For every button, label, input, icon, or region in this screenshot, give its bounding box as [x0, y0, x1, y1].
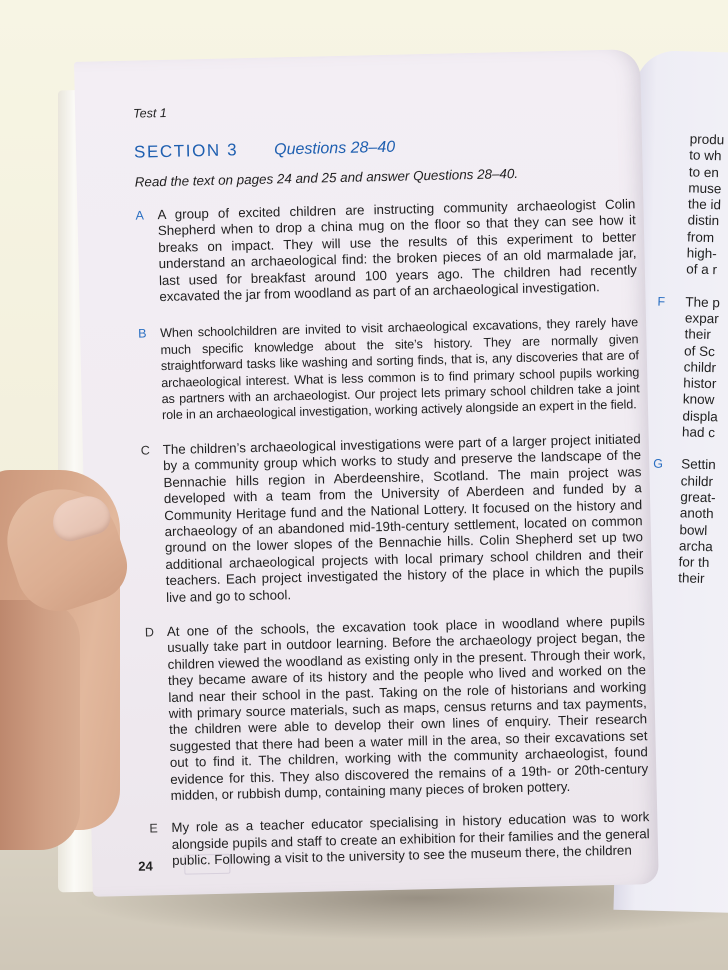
text-line: archa [678, 538, 714, 555]
paragraph-b [138, 315, 640, 425]
section-questions-range: Questions 28–40 [273, 138, 396, 159]
paragraph-letter: A [135, 208, 145, 223]
text-line: great- [680, 489, 716, 506]
text-line: displa [682, 408, 718, 425]
text-line: the id [687, 196, 722, 213]
paragraph-letter: G [652, 456, 664, 472]
paragraph-text: A group of excited children are instructing community archaeologist Colin Shepherd when to drop a china mug on the floor so that they can see how it breaks on impact. They will use the results of this experiment to better understand an archaeological find: the broken pieces of an old marmalade jar, last used for breakfast around 100 years ago. The children had recently excavated the jar from woodland as part of an archaeological investigation. [157, 196, 638, 305]
text-line: childr [680, 472, 714, 489]
show-through-mark [184, 854, 230, 875]
text-line: their [677, 570, 705, 587]
text-line: high- [686, 245, 717, 262]
paragraph-letter: D [144, 625, 155, 640]
text-line: to en [688, 164, 720, 180]
text-line: produ [689, 131, 725, 148]
text-line: muse [688, 180, 722, 197]
page-number: 24 [138, 858, 153, 874]
facing-paragraph-f [648, 293, 728, 445]
text-line: their [684, 326, 712, 343]
text-line: for th [678, 554, 710, 571]
page-content [133, 95, 651, 884]
text-line: had c [681, 424, 716, 441]
section-heading [134, 131, 634, 162]
text-line: childr [683, 359, 717, 376]
section-label: SECTION 3 [133, 140, 239, 162]
paragraph-a [135, 196, 637, 306]
facing-paragraph-g [644, 456, 728, 592]
paragraph-letter: C [140, 443, 151, 458]
facing-page-continuation [652, 131, 728, 283]
text-line: The p [685, 294, 721, 310]
paragraph-text: When schoolchildren are invited to visit archaeological excavations, they rarely have much specific knowledge about the site’s history. They are normally given straightforward tasks like washing and sorting finds, that is, any discoveries that are of archaeological interest. What is less common is to find primary school pupils working as partners with an archaeologist. Our project lets primary school children take a joint role in an archaeological investigation, working actively alongside an expert in the field. [160, 315, 640, 423]
paragraph-text: The children’s archaeological investigations were part of a larger project initiated by a community group which works to study and preserve the landscape of the Bennachie hills region in Aberdeenshire, Scotland. The main project was developed with a team from the University of Aberdeen and funded by a Community Heritage fund and the National Lottery. It focused on the history and archaeology of an abandoned mid-19th-century settlement, located on common ground on the lower slopes of the Bennachie hills. Colin Shepherd set up two additional archaeological projects with local primary school children and their teachers. Each project investigated the history of the place in which the pupils live and go to school. [162, 431, 644, 605]
text-line: bowl [679, 521, 708, 538]
book-page-24 [74, 49, 659, 897]
text-line: of Sc [683, 342, 716, 359]
text-line: to wh [689, 147, 722, 164]
text-line: from [686, 229, 715, 245]
text-line: expar [684, 310, 719, 327]
text-line: histor [683, 375, 717, 392]
paragraph-letter: F [657, 294, 666, 309]
paragraph-d [145, 613, 649, 805]
paragraph-letter: E [149, 821, 158, 836]
text-line: distin [687, 212, 720, 229]
paragraph-text: My role as a teacher educator specialising in history education was to work alongside pupils and staff to create an exhibition for their families and the general public. Following a visit to the university to see the museum there, the children [171, 809, 650, 869]
paragraph-c [141, 431, 645, 606]
text-line: anoth [679, 505, 714, 522]
paragraph-letter: B [138, 326, 147, 342]
reading-instruction: Read the text on pages 24 and 25 and answer Questions 28–40. [134, 165, 519, 190]
paragraph-text: At one of the schools, the excavation took place in woodland where pupils usually take part in outdoor learning. Before the archaeology project began, the children viewed the woodland as existing only in the present. Through their work, they became aware of its history and the people who lived and worked on the land near their school in the past. Taking on the role of historians and working with primary source materials, such as maps, census returns and tax payments, the children were able to develop their own lines of enquiry. Their research suggested that there had been a water mill in the area, so their excavations set out to find it. The children, working with the community archaeologist, found evidence for this. They also discovered the remains of a 19th- or 20th-century midden, or rubbish dump, containing many pieces of broken pottery. [166, 613, 649, 803]
running-head: Test 1 [133, 105, 167, 121]
facing-page-content [644, 131, 728, 592]
hand-finger [0, 600, 80, 850]
text-line: of a r [686, 261, 718, 278]
text-line: Settin [680, 456, 716, 473]
text-line: know [682, 391, 715, 408]
